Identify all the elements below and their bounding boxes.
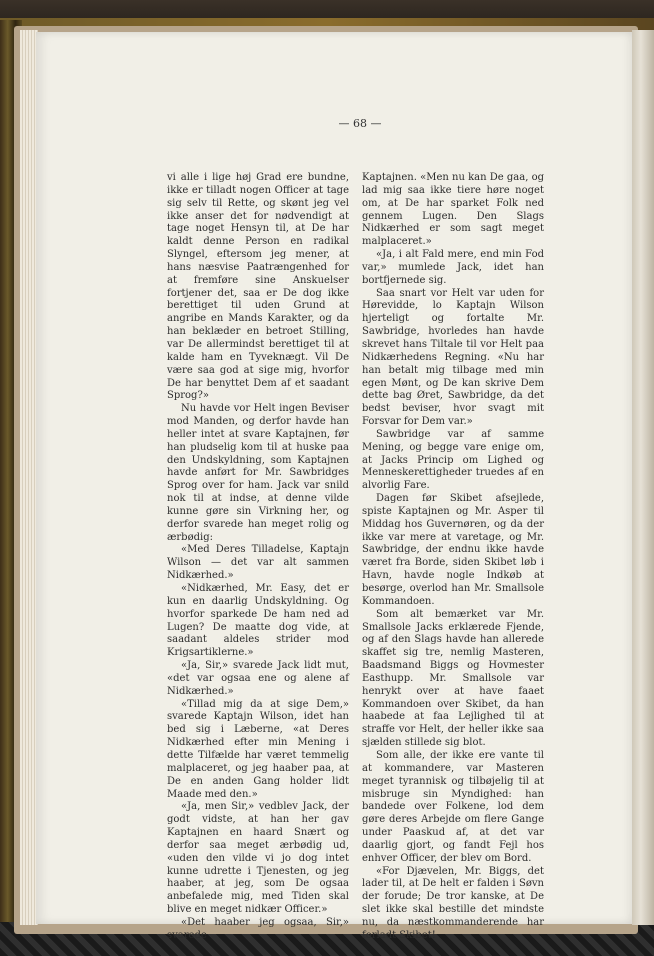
page-number: — 68 —: [338, 117, 382, 130]
paragraph: Sawbridge var af samme Mening, og begge vare enige om, at Jacks Princip om Lighed og Menneskerettigheder truedes af en alvorlig Fare.: [362, 428, 544, 492]
paragraph: «Ja, Sir,» svarede Jack lidt mut, «det var ogsaa ene og alene af Nidkærhed.»: [167, 660, 349, 697]
left-column: [167, 172, 349, 943]
paragraph: «For Djævelen, Mr. Biggs, det lader til, at De helt er falden i Søvn der forude; De tror kanske, at De slet ikke skal bestille det mindste nu, da næstkommanderende har forladt Skibet!: [362, 865, 544, 941]
paragraph: Dagen før Skibet afsejlede, spiste Kaptajnen og Mr. Asper til Middag hos Guvernøren, og da der ikke var mere at varetage, og Mr. Sawbridge, der endnu ikke havde været fra Borde, siden Skibet løb i Havn, havde nogle Indkøb at besørge, overlod han Mr. Smallsole Kommandoen.: [362, 493, 544, 607]
paragraph: «Ja, i alt Fald mere, end min Fod var,» mumlede Jack, idet han bortfjernede sig.: [362, 249, 544, 286]
right-column: [362, 172, 544, 943]
paragraph: vi alle i lige høj Grad ere bundne, ikke er tilladt nogen Officer at tage sig selv til Rette, og skønt jeg vel ikke anser det for nødvendigt at tage noget Hensyn til, at De har kaldt denne Person en radikal Slyngel, eftersom jeg mener, at hans næsvise Paatrængenhed for at fremføre sine Anskuelser fortjener det, saa er De dog ikke berettiget til uden Grund at angribe en Mands Karakter, og da han beklæder en betroet Stilling, var De allermindst berettiget til at kalde ham en Tyveknægt. Vil De være saa god at sige mig, hvorfor De har benyttet Dem af et saadant Sprog?»: [167, 172, 349, 402]
paragraph: «Det haaber jeg ogsaa, Sir,» svarede: [167, 916, 349, 941]
paragraph: «Med Deres Tilladelse, Kaptajn Wilson — det var alt sammen Nidkærhed.»: [167, 544, 349, 582]
paragraph: «Ja, men Sir,» vedblev Jack, der godt vidste, at han her gav Kaptajnen en haard Snært og derfor saa meget ærbødig ud, «uden den vilde vi jo dog intet kunne udrette i Tjenesten, og jeg haaber, at jeg, som De ogsaa anbefalede mig, med Tiden skal blive en meget nidkær Officer.»: [167, 801, 349, 916]
paragraph: Kaptajnen. «Men nu kan De gaa, og lad mig saa ikke tiere høre noget om, at De har sparket Folk ned gennem Lugen. Den Slags Nidkærhed er som sagt meget malplaceret.»: [362, 172, 544, 248]
paragraph: «Nidkærhed, Mr. Easy, det er kun en daarlig Undskyldning. Og hvorfor sparkede De ham ned ad Lugen? De maatte dog vide, at saadant aldeles strider mod Krigsartiklerne.»: [167, 583, 349, 659]
paragraph: «Tillad mig da at sige Dem,» svarede Kaptajn Wilson, idet han bed sig i Læberne, «at Deres Nidkærhed efter min Mening i dette Tilfælde har været temmelig malplaceret, og jeg haaber paa, at De en anden Gang holder lidt Maade med den.»: [167, 698, 349, 800]
paragraph: Saa snart vor Helt var uden for Hørevidde, lo Kaptajn Wilson hjerteligt og fortalte Mr. Sawbridge, hvorledes han havde skrevet hans Tiltale til vor Helt paa Nidkærhedens Regning. «Nu har han betalt mig tilbage med min egen Mønt, og De kan skrive Dem dette bag Øret, Sawbridge, da det bedst beviser, hvor svagt mit Forsvar for Dem var.»: [362, 287, 544, 428]
paragraph: Nu havde vor Helt ingen Beviser mod Manden, og derfor havde han heller intet at svare Kaptajnen, før han pludselig kom til at huske paa den Undskyldning, som Kaptajnen havde anført for Mr. Sawbridges Sprog over for ham. Jack var snild nok til at indse, at denne vilde kunne gøre sin Virkning her, og derfor svarede han meget rolig og ærbødig:: [167, 403, 349, 543]
paragraph: Som alle, der ikke ere vante til at kommandere, var Masteren meget tyrannisk og tilbøjelig til at misbruge sin Myndighed: han bandede over Folkene, lod dem gøre deres Arbejde om flere Gange under Paaskud af, at det var daarlig gjort, og fandt Fejl hos enhver Officer, der blev om Bord.: [362, 749, 544, 864]
paragraph: Som alt bemærket var Mr. Smallsole Jacks erklærede Fjende, og af den Slags havde han allerede skaffet sig tre, nemlig Masteren, Baadsmand Biggs og Hovmester Easthupp. Mr. Smallsole var henrykt over at have faaet Kommandoen over Skibet, da han haabede at faa Lejlighed til at straffe vor Helt, der heller ikke saa sjælden stillede sig blot.: [362, 608, 544, 749]
facing-page-edge: [632, 30, 654, 925]
